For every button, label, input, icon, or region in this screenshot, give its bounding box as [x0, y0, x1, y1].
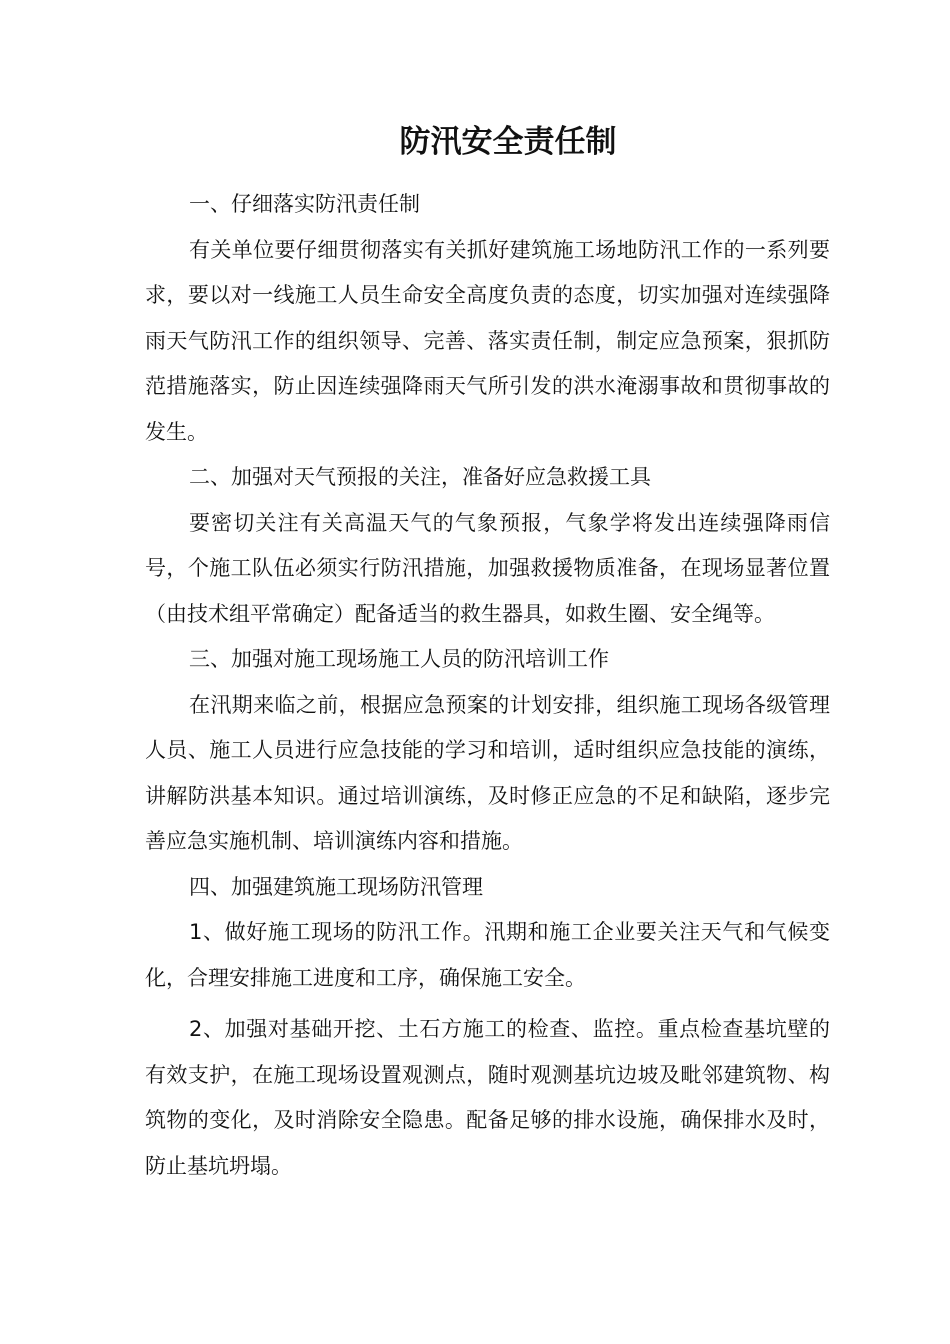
- document-body: [145, 182, 830, 1189]
- body-paragraph: 有关单位要仔细贯彻落实有关抓好建筑施工场地防汛工作的一系列要求，要以对一线施工人员生命安全高度负责的态度，切实加强对连续强降雨天气防汛工作的组织领导、完善、落实责任制，制定应急预案，狠抓防范措施落实，防止因连续强降雨天气所引发的洪水淹溺事故和贯彻事故的发生。: [145, 237, 830, 444]
- list-item: 1、做好施工现场的防汛工作。汛期和施工企业要关注天气和气候变化，合理安排施工进度和工序，确保施工安全。: [145, 920, 830, 990]
- body-paragraph: 要密切关注有关高温天气的气象预报，气象学将发出连续强降雨信号，个施工队伍必须实行防汛措施，加强救援物质准备，在现场显著位置（由技术组平常确定）配备适当的救生器具，如救生圈、安全绳等。: [145, 510, 830, 626]
- section-heading-3: 三、加强对施工现场施工人员的防汛培训工作: [189, 647, 609, 671]
- list-item: 2、加强对基础开挖、土石方施工的检查、监控。重点检查基坑壁的有效支护，在施工现场设置观测点，随时观测基坑边坡及毗邻建筑物、构筑物的变化，及时消除安全隐患。配备足够的排水设施，确保排水及时，防止基坑坍塌。: [145, 1017, 830, 1178]
- section-heading-4: 四、加强建筑施工现场防汛管理: [189, 874, 483, 899]
- section-heading-2: 二、加强对天气预报的关注，准备好应急救援工具: [189, 465, 651, 489]
- body-paragraph: 在汛期来临之前，根据应急预案的计划安排，组织施工现场各级管理人员、施工人员进行应急技能的学习和培训，适时组织应急技能的演练，讲解防洪基本知识。通过培训演练，及时修正应急的不足和缺陷，逐步完善应急实施机制、培训演练内容和措施。: [145, 692, 830, 853]
- section-heading-1: 一、仔细落实防汛责任制: [189, 192, 420, 216]
- document-title: 防汛安全责任制: [399, 124, 617, 160]
